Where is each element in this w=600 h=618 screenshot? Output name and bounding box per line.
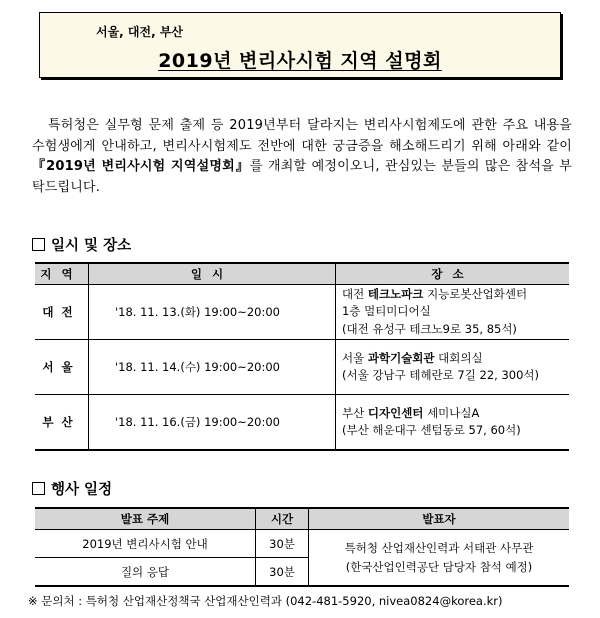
column-header-region: 지역 — [35, 263, 89, 285]
table-row — [35, 530, 569, 558]
datetime-cell: '18. 11. 13.(화) 19:00~20:00 — [89, 285, 336, 340]
presenter-cell — [309, 530, 570, 587]
event-header-row — [35, 508, 569, 530]
presenter-line-2: (한국산업인력공단 담당자 참석 예정) — [345, 559, 533, 574]
title-box — [39, 12, 561, 78]
table-row — [35, 395, 569, 451]
intro-paragraph — [32, 116, 572, 198]
topic-cell: 2019년 변리사시험 안내 — [82, 536, 208, 551]
column-header-venue: 장소 — [336, 263, 570, 285]
schedule-section-heading — [32, 234, 131, 255]
region-cell: 서울 — [35, 340, 89, 395]
column-header-duration: 시간 — [256, 508, 309, 530]
region-cell: 대전 — [35, 285, 89, 340]
schedule-header-row — [35, 263, 569, 285]
venue-line — [342, 405, 569, 423]
column-header-datetime: 일시 — [89, 263, 336, 285]
venue-city: 대전 — [342, 286, 368, 301]
intro-text: 특허청은 실무형 문제 출제 등 2019년부터 달라지는 변리사시험제도에 관한 주요 내용을 수험생에게 안내하고, 변리사시험제도 전반에 대한 궁금증을 해소해드리기 위해 아래와 같이 — [32, 118, 572, 154]
schedule-heading-label: 일시 및 장소 — [51, 238, 132, 254]
column-header-topic: 발표 주제 — [35, 508, 256, 530]
region-cell: 부산 — [35, 395, 89, 451]
venue-name: 과학기술회관 — [367, 350, 435, 365]
presenter-line-1: 특허청 산업재산인력과 서태관 사무관 — [344, 540, 534, 555]
table-row — [35, 340, 569, 395]
schedule-table — [35, 262, 569, 451]
venue-city: 부산 — [342, 405, 368, 420]
venue-line-2: 1층 멀티미디어실 — [342, 304, 431, 319]
venue-cell — [336, 285, 570, 340]
topic-cell: 질의 응답 — [35, 558, 256, 587]
duration-cell: 30분 — [256, 530, 309, 558]
title-regions: 서울, 대전, 부산 — [96, 25, 184, 39]
venue-name: 디자인센터 — [367, 405, 424, 420]
table-row — [35, 285, 569, 340]
contact-info: ※ 문의처 : 특허청 산업재산정책국 산업재산인력과 (042-481-5920, nivea0824@korea.kr) — [28, 594, 503, 608]
column-header-presenter: 발표자 — [309, 508, 570, 530]
venue-room: 지능로봇산업화센터 — [423, 286, 528, 301]
datetime-cell: '18. 11. 16.(금) 19:00~20:00 — [89, 395, 336, 451]
intro-text-end: 를 개최할 예정이오니, 관심있는 분들의 많은 참석을 부탁드립니다. — [32, 159, 573, 195]
venue-room: 세미나실A — [423, 405, 480, 420]
event-heading-label: 행사 일정 — [51, 482, 113, 498]
event-section-heading — [32, 478, 112, 499]
venue-city: 서울 — [342, 350, 368, 365]
venue-line-2: (부산 해운대구 센텀동로 57, 60석) — [342, 423, 521, 437]
venue-cell — [336, 395, 570, 451]
venue-room: 대회의실 — [434, 350, 483, 365]
checkbox-square-icon — [32, 482, 45, 495]
venue-name: 테크노파크 — [367, 286, 424, 301]
venue-line — [342, 286, 569, 304]
duration-cell: 30분 — [256, 558, 309, 587]
venue-line-2: (서울 강남구 테헤란로 7길 22, 300석) — [342, 368, 540, 382]
venue-cell — [336, 340, 570, 395]
venue-line-3: (대전 유성구 테크노9로 35, 85석) — [342, 321, 517, 336]
venue-line — [342, 350, 569, 368]
page-title: 2019년 변리사시험 지역 설명회 — [158, 50, 442, 72]
checkbox-square-icon — [32, 238, 45, 251]
event-table — [35, 507, 569, 587]
datetime-cell: '18. 11. 14.(수) 19:00~20:00 — [89, 340, 336, 395]
intro-event-name: 『2019년 변리사시험 지역설명회』 — [32, 159, 250, 174]
